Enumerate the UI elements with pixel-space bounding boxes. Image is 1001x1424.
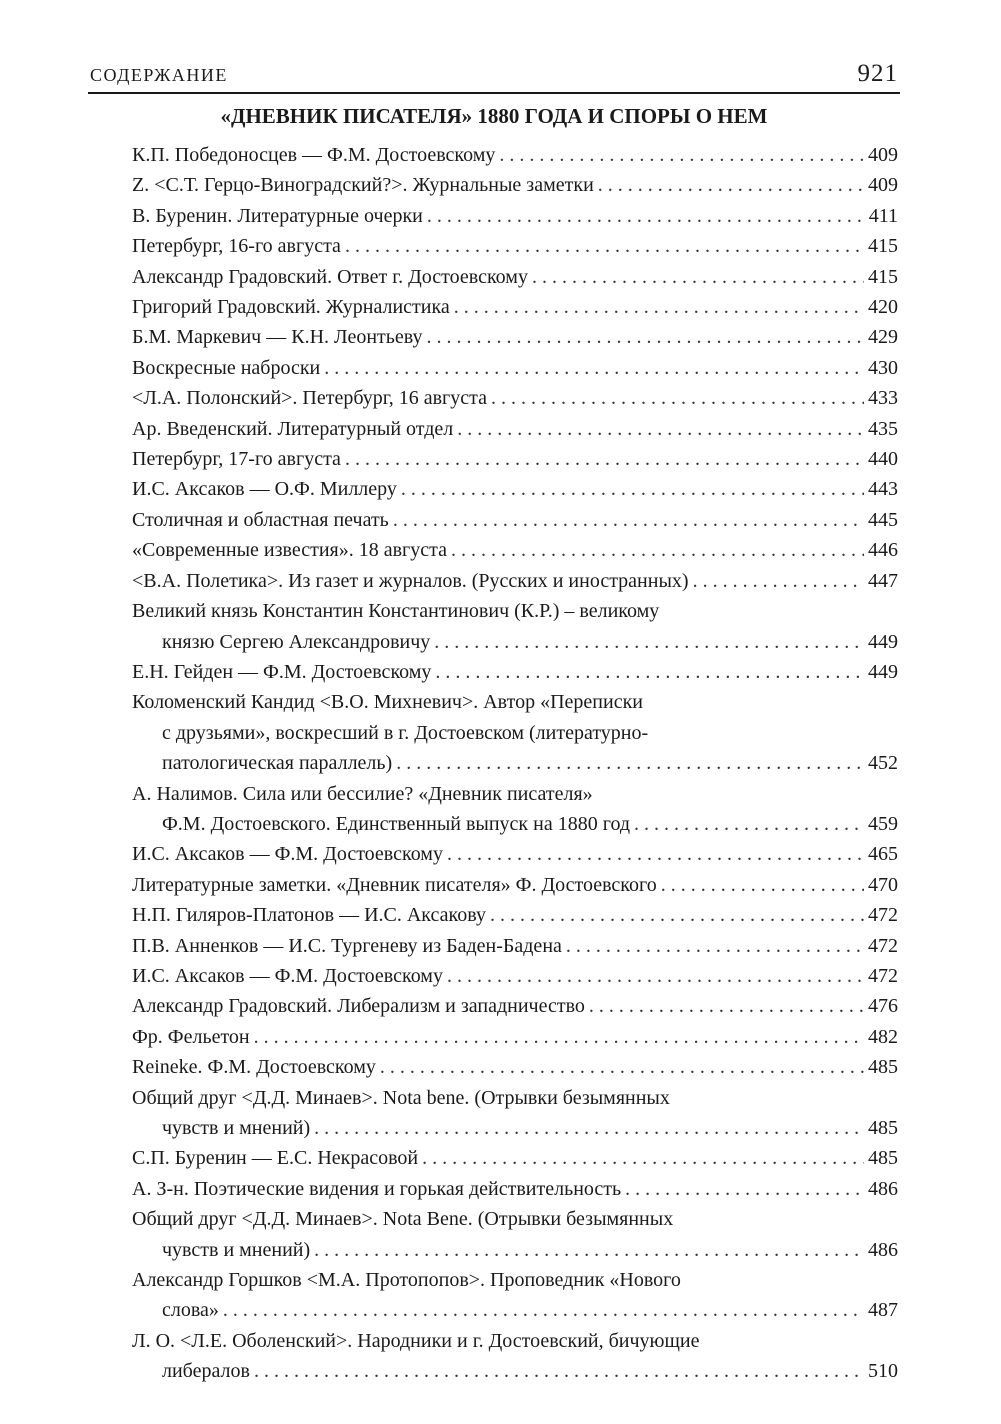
dot-leader	[434, 627, 864, 657]
dot-leader	[532, 262, 864, 292]
toc-entry	[132, 1265, 898, 1326]
toc-entry-page: 486	[868, 1177, 898, 1200]
toc-entry-page: 445	[868, 508, 898, 531]
toc-entry-title-line: К.П. Победоносцев — Ф.М. Достоевскому	[132, 144, 496, 166]
toc-entry-row	[132, 657, 898, 687]
toc-entry-page: 486	[868, 1238, 898, 1261]
toc-entry-page: 409	[868, 174, 898, 197]
dot-leader	[345, 444, 864, 474]
toc-entry-title-line: Z. <С.Т. Герцо-Виноградский?>. Журнальные заметки	[132, 174, 594, 197]
dot-leader	[223, 1295, 864, 1325]
toc-entry	[132, 322, 898, 352]
toc-entry	[132, 170, 898, 200]
toc-entry	[132, 839, 898, 869]
toc-entry	[132, 535, 898, 565]
toc-list	[132, 140, 898, 1387]
dot-leader	[314, 1235, 864, 1265]
toc-entry	[132, 1326, 898, 1387]
toc-entry-page: 411	[868, 204, 898, 227]
toc-entry	[132, 870, 898, 900]
toc-entry-title-line: Петербург, 16-го августа	[132, 235, 341, 258]
toc-entry-row	[132, 1235, 898, 1265]
dot-leader	[427, 322, 864, 352]
dot-leader	[254, 1356, 864, 1386]
toc-entry-row	[132, 900, 898, 930]
toc-entry-page: 487	[868, 1299, 898, 1322]
toc-entry-title-line: князю Сергею Александровичу	[162, 630, 431, 653]
toc-entry	[132, 961, 898, 991]
toc-entry-row	[132, 535, 898, 565]
toc-entry-page: 472	[868, 964, 898, 987]
toc-entry-title-line: слова»	[162, 1299, 219, 1322]
dot-leader	[598, 170, 864, 200]
toc-entry-title-line: чувств и мнений)	[162, 1117, 311, 1139]
toc-entry-page: 435	[868, 417, 898, 440]
dot-leader	[380, 1052, 864, 1082]
toc-entry	[132, 1204, 898, 1265]
toc-entry	[132, 201, 898, 231]
toc-entry-page: 420	[868, 296, 898, 319]
toc-entry-title-line: либералов	[162, 1360, 250, 1383]
toc-entry-row	[132, 1143, 898, 1173]
toc-entry	[132, 444, 898, 474]
toc-entry	[132, 231, 898, 261]
toc-entry-row	[132, 383, 898, 413]
toc-entry-title-line: И.С. Аксаков — Ф.М. Достоевскому	[132, 843, 443, 866]
dot-leader	[566, 931, 864, 961]
toc-entry-page: 452	[868, 752, 898, 775]
toc-entry-title-line: Григорий Градовский. Журналистика	[132, 296, 450, 319]
toc-entry-row	[132, 839, 898, 869]
toc-entry-row	[132, 809, 898, 839]
toc-entry-row	[132, 1174, 898, 1204]
dot-leader	[693, 566, 864, 596]
toc-entry-row	[132, 566, 898, 596]
dot-leader	[396, 748, 864, 778]
toc-entry-page: 415	[868, 235, 898, 258]
toc-entry	[132, 474, 898, 504]
toc-entry	[132, 931, 898, 961]
dot-leader	[491, 383, 864, 413]
dot-leader	[401, 474, 864, 504]
toc-entry-title-line: Общий друг <Д.Д. Минаев>. Nota Bene. (Отрывки безымянных	[132, 1208, 674, 1231]
toc-entry-title-line: Александр Градовский. Либерализм и западничество	[132, 995, 585, 1018]
toc-entry-title-line: Литературные заметки. «Дневник писателя» Ф. Достоевского	[132, 873, 657, 896]
toc-entry-row	[132, 931, 898, 961]
toc-entry-page: 449	[868, 630, 898, 653]
dot-leader	[447, 961, 864, 991]
dot-leader	[314, 1113, 864, 1143]
toc-entry	[132, 262, 898, 292]
toc-entry	[132, 414, 898, 444]
dot-leader	[393, 505, 864, 535]
dot-leader	[454, 292, 864, 322]
toc-entry-page: 472	[868, 904, 898, 927]
toc-entry-page: 446	[868, 539, 898, 562]
dot-leader	[589, 991, 864, 1021]
chapter-heading: «ДНЕВНИК ПИСАТЕЛЯ» 1880 ГОДА И СПОРЫ О НЕМ	[220, 104, 768, 128]
toc-entry-page: 430	[868, 356, 898, 379]
toc-entry-page: 472	[868, 934, 898, 957]
toc-entry-page: 409	[868, 144, 898, 166]
dot-leader	[324, 353, 864, 383]
toc-entry	[132, 353, 898, 383]
toc-entry-page: 465	[868, 843, 898, 866]
toc-entry-page: 459	[868, 812, 898, 835]
toc-entry-row	[132, 201, 898, 231]
toc-entry-row	[132, 262, 898, 292]
dot-leader	[661, 870, 864, 900]
toc-entry-row	[132, 627, 898, 657]
toc-entry-page: 485	[868, 1117, 898, 1139]
toc-entry	[132, 596, 898, 657]
toc-entry-title-line: <В.А. Полетика>. Из газет и журналов. (Русских и иностранных)	[132, 569, 689, 592]
toc-entry-title-line: Столичная и областная печать	[132, 508, 389, 531]
toc-entry-title-line: Великий князь Константин Константинович (К.Р.) – великому	[132, 600, 660, 623]
toc-entry-row	[132, 140, 898, 170]
toc-entry-row	[132, 961, 898, 991]
toc-entry	[132, 566, 898, 596]
toc-entry-title-line: П.В. Анненков — И.С. Тургеневу из Баден-Бадена	[132, 934, 562, 957]
toc-entry-title-line: Воскресные наброски	[132, 356, 321, 379]
toc-entry-title-line: чувств и мнений)	[162, 1238, 311, 1261]
dot-leader	[490, 900, 864, 930]
toc-entry-row	[132, 1022, 898, 1052]
dot-leader	[345, 231, 864, 261]
toc-entry-row	[132, 1356, 898, 1386]
toc-entry-page: 440	[868, 448, 898, 471]
toc-entry-title-line: Reineke. Ф.М. Достоевскому	[132, 1056, 376, 1079]
toc-entry-title-line: Е.Н. Гейден — Ф.М. Достоевскому	[132, 660, 432, 683]
toc-entry-row	[132, 1052, 898, 1082]
toc-entry-page: 429	[868, 326, 898, 349]
toc-entry-page: 433	[868, 387, 898, 410]
toc-entry-row	[132, 444, 898, 474]
toc-entry-title-line: патологическая параллель)	[162, 752, 393, 775]
toc-entry-page: 485	[868, 1056, 898, 1079]
toc-entry-title-line: А. Налимов. Сила или бессилие? «Дневник писателя»	[132, 782, 593, 805]
toc-entry-row	[132, 870, 898, 900]
toc-entry-title-line: И.С. Аксаков — Ф.М. Достоевскому	[132, 964, 443, 987]
toc-entry	[132, 1143, 898, 1173]
toc-entry-title-line: А. З-н. Поэтические видения и горькая действительность	[132, 1177, 622, 1200]
toc-entry-row	[132, 748, 898, 778]
running-head	[88, 56, 900, 94]
toc-entry	[132, 779, 898, 840]
dot-leader	[451, 535, 864, 565]
toc-entry	[132, 900, 898, 930]
dot-leader	[634, 809, 864, 839]
toc-entry-row	[132, 505, 898, 535]
toc-entry	[132, 1083, 898, 1144]
dot-leader	[427, 201, 865, 231]
toc-entry	[132, 505, 898, 535]
toc-entry-title-line: Общий друг <Д.Д. Минаев>. Nota bene. (Отрывки безымянных	[132, 1086, 670, 1109]
dot-leader	[447, 839, 864, 869]
toc-entry-row	[132, 474, 898, 504]
toc-entry-page: 447	[868, 569, 898, 592]
toc-entry-row	[132, 1113, 898, 1143]
toc-entry	[132, 657, 898, 687]
toc-entry-row	[132, 991, 898, 1021]
toc-entry-title-line: Ар. Введенский. Литературный отдел	[132, 417, 454, 440]
toc-entry-title-line: Петербург, 17-го августа	[132, 448, 341, 471]
dot-leader	[625, 1174, 864, 1204]
toc-entry-page: 482	[868, 1025, 898, 1048]
toc-entry	[132, 1174, 898, 1204]
toc-entry-page: 443	[868, 478, 898, 501]
toc-entry-page: 476	[868, 995, 898, 1018]
toc-entry-title-line: <Л.А. Полонский>. Петербург, 16 августа	[132, 387, 487, 410]
toc-entry-title-line: В. Буренин. Литературные очерки	[132, 204, 423, 227]
toc-entry-title-line: Фр. Фельетон	[132, 1025, 250, 1048]
toc-entry	[132, 1022, 898, 1052]
toc-entry-title-line: «Современные известия». 18 августа	[132, 539, 447, 562]
toc-entry-title-line: С.П. Буренин — Е.С. Некрасовой	[132, 1147, 419, 1170]
toc-entry-row	[132, 414, 898, 444]
toc-entry-title-line: Н.П. Гиляров-Платонов — И.С. Аксакову	[132, 904, 486, 927]
toc-entry-title-line: Александр Градовский. Ответ г. Достоевскому	[132, 265, 528, 288]
toc-entry-title-line: Александр Горшков <М.А. Протопопов>. Проповедник «Нового	[132, 1269, 681, 1292]
dot-leader	[457, 414, 864, 444]
dot-leader	[422, 1143, 864, 1173]
toc-entry-page: 470	[868, 873, 898, 896]
toc-entry	[132, 687, 898, 778]
toc-entry	[132, 140, 898, 170]
toc-entry-row	[132, 353, 898, 383]
toc-entry	[132, 991, 898, 1021]
toc-entry-page: 510	[868, 1360, 898, 1383]
page-number: 921	[857, 60, 898, 87]
toc-entry-title-line: с друзьями», воскресший в г. Достоевском (литературно-	[162, 721, 649, 744]
dot-leader	[435, 657, 864, 687]
dot-leader	[499, 140, 864, 170]
toc-entry-title-line: Ф.М. Достоевского. Единственный выпуск на 1880 год	[162, 812, 631, 835]
toc-entry-page: 449	[868, 660, 898, 683]
toc-entry-page: 415	[868, 265, 898, 288]
section-title: СОДЕРЖАНИЕ	[90, 65, 228, 85]
toc-entry-page: 485	[868, 1147, 898, 1170]
toc-entry-title-line: И.С. Аксаков — О.Ф. Миллеру	[132, 478, 397, 501]
toc-entry-row	[132, 1295, 898, 1325]
toc-entry-row	[132, 322, 898, 352]
dot-leader	[254, 1022, 864, 1052]
toc-entry	[132, 292, 898, 322]
toc-entry	[132, 1052, 898, 1082]
toc-entry-title-line: Коломенский Кандид <В.О. Михневич>. Автор «Переписки	[132, 691, 644, 714]
toc-entry	[132, 383, 898, 413]
toc-entry-row	[132, 292, 898, 322]
toc-entry-row	[132, 231, 898, 261]
toc-entry-title-line: Л. О. <Л.Е. Оболенский>. Народники и г. Достоевский, бичующие	[132, 1329, 700, 1352]
toc-entry-row	[132, 170, 898, 200]
toc-entry-title-line: Б.М. Маркевич — К.Н. Леонтьеву	[132, 326, 423, 349]
